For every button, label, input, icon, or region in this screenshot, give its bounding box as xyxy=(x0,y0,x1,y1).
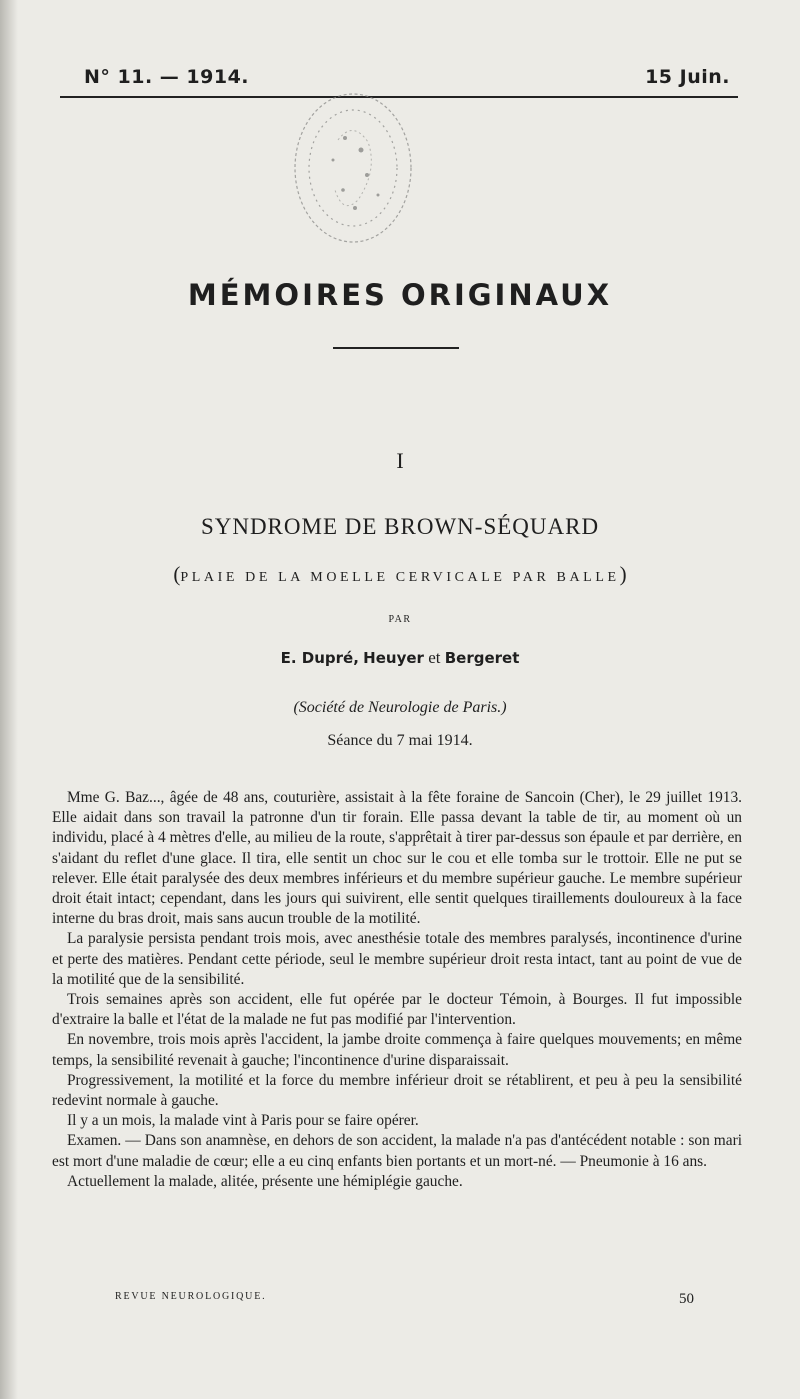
paragraph-7: Examen. — Dans son anamnèse, en dehors de son accident, la malade n'a pas d'antécédent notable : son mari est mort d'une maladie de cœur; elle a eu cinq enfants bien portants et un mort-né. — Pneumonie à 16 ans. xyxy=(52,1132,742,1170)
paragraph-3: Trois semaines après son accident, elle fut opérée par le docteur Témoin, à Bourges. Il fut impossible d'extraire la balle et l'état de la malade ne fut pas modifié par l'intervention. xyxy=(52,991,742,1029)
journal-name: REVUE NEUROLOGIQUE. xyxy=(115,1291,267,1302)
authors-conjunction: et xyxy=(428,648,441,667)
section-title: MÉMOIRES ORIGINAUX xyxy=(187,278,613,312)
seance-line: Séance du 7 mai 1914. xyxy=(327,732,473,749)
author-bergeret: Bergeret xyxy=(444,649,520,667)
issue-number: N° 11. — 1914. xyxy=(84,66,250,88)
subtitle-open-paren: ( xyxy=(173,562,181,586)
page-number: 50 xyxy=(679,1291,694,1307)
paragraph-2: La paralysie persista pendant trois mois, avec anesthésie totale des membres paralysés, incontinence d'urine et perte des matières. Pendant cette période, seul le membre supérieur droit resta intact, tant au point de vue de la motilité que de la sensibilité. xyxy=(52,930,742,988)
article-number: I xyxy=(396,448,404,473)
library-stamp xyxy=(283,80,423,250)
paragraph-5: Progressivement, la motilité et la force du membre inférieur droit se rétablirent, et peu à peu la sensibilité redevint normale à gauche. xyxy=(52,1071,742,1110)
issue-date: 15 Juin. xyxy=(645,66,730,88)
paragraph-4: En novembre, trois mois après l'accident, la jambe droite commença à faire quelques mouvements; en même temps, la sensibilité revenait à gauche; l'incontinence d'urine disparaissait. xyxy=(52,1031,742,1069)
subtitle-text: PLAIE DE LA MOELLE CERVICALE PAR BALLE xyxy=(180,570,620,585)
society-line: (Société de Neurologie de Paris.) xyxy=(293,699,507,716)
section-rule xyxy=(333,347,459,349)
page-footer xyxy=(115,1291,694,1309)
authors-line xyxy=(0,648,800,668)
author-dupre: E. Dupré, xyxy=(280,649,359,667)
subtitle-close-paren: ) xyxy=(619,562,627,586)
article-title: SYNDROME DE BROWN-SÉQUARD xyxy=(200,514,600,539)
paragraph-8: Actuellement la malade, alitée, présente une hémiplégie gauche. xyxy=(67,1172,463,1190)
by-word: PAR xyxy=(388,614,412,625)
article-subtitle xyxy=(0,562,800,587)
paragraph-1: Mme G. Baz..., âgée de 48 ans, couturière, assistait à la fête foraine de Sancoin (Cher), le 29 juillet 1913. Elle aidait dans son travail la patronne d'un tir forain. Elle passa devant la table de tir, au moment où un individu, placé à 4 mètres d'elle, au milieu de la route, s'apprêtait à tirer par-dessus son épaule et par derrière, en s'aidant du reflet d'une glace. Il tira, elle sentit un choc sur le cou et elle tomba sur le trottoir. Elle ne put se relever. Elle était paralysée des deux membres inférieurs et du membre supérieur gauche. Le membre supérieur droit était intact; cependant, dans les jours qui suivirent, elle sentit quelques tiraillements douloureux à la face interne du bras droit, mais sans aucun trouble de la motilité. xyxy=(52,789,742,928)
author-heuyer: Heuyer xyxy=(363,649,424,667)
article-body xyxy=(52,788,742,1192)
paragraph-6: Il y a un mois, la malade vint à Paris pour se faire opérer. xyxy=(67,1112,419,1130)
